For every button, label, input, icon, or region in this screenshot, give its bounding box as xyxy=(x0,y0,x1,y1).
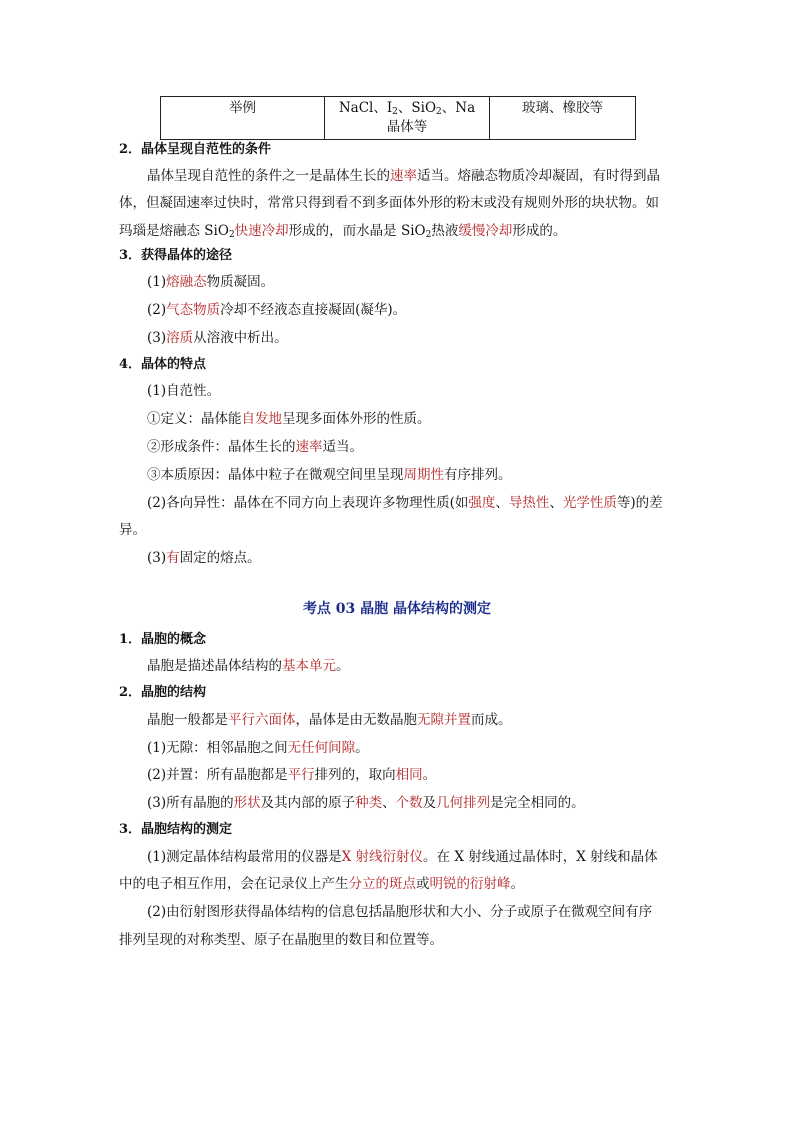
list-item: (2)气态物质冷却不经液态直接凝固(凝华)。 xyxy=(147,302,407,318)
paragraph-line: 体，但凝固速率过快时，常常只得到看不到多面体外形的粉末或没有规则外形的块状物。如 xyxy=(119,195,659,211)
list-item: ①定义：晶体能自发地呈现多面体外形的性质。 xyxy=(147,411,431,427)
paragraph-line: 晶胞是描述晶体结构的基本单元。 xyxy=(147,658,350,674)
table-cell-amorphous: 玻璃、橡胶等 xyxy=(490,97,636,140)
example-table xyxy=(160,96,636,140)
paragraph-line: (1)测定晶体结构最常用的仪器是X 射线衍射仪。在 X 射线通过晶体时，X 射线和晶体 xyxy=(147,849,658,865)
list-item: (2)各向异性：晶体在不同方向上表现许多物理性质(如强度、导热性、光学性质等)的差 xyxy=(147,495,663,511)
paragraph-line: 异。 xyxy=(119,522,146,538)
paragraph-line: 晶体呈现自范性的条件之一是晶体生长的速率适当。熔融态物质冷却凝固，有时得到晶 xyxy=(147,168,660,184)
table-row xyxy=(161,97,636,140)
list-item: (1)熔融态物质凝固。 xyxy=(147,274,275,290)
paragraph-line: 玛瑙是熔融态 SiO$_2$快速冷却形成的，而水晶是 SiO$_2$热液缓慢冷却形成的。 xyxy=(119,223,567,240)
heading-crystal-features: 4．晶体的特点 xyxy=(119,357,207,372)
list-item: (3)所有晶胞的形状及其内部的原子种类、个数及几何排列是完全相同的。 xyxy=(147,795,585,811)
table-cell-label: 举例 xyxy=(161,97,325,140)
list-item: ②形成条件：晶体生长的速率适当。 xyxy=(147,439,363,455)
heading-unit-cell-structure: 2．晶胞的结构 xyxy=(119,685,207,700)
heading-structure-measurement: 3．晶胞结构的测定 xyxy=(119,822,233,837)
list-item: (3)有固定的熔点。 xyxy=(147,550,261,566)
list-item: (1)无隙：相邻晶胞之间无任何间隙。 xyxy=(147,740,369,756)
list-item: (1)自范性。 xyxy=(147,383,221,399)
paragraph-line: 中的电子相互作用，会在记录仪上产生分立的斑点或明锐的衍射峰。 xyxy=(119,876,524,892)
table-cell-crystals: NaCl、$I_2$、SiO$_2$、Na 晶体等 xyxy=(325,97,490,140)
heading-self-shaping-conditions: 2．晶体呈现自范性的条件 xyxy=(119,142,272,157)
paragraph-line: 晶胞一般都是平行六面体，晶体是由无数晶胞无隙并置而成。 xyxy=(147,712,512,728)
heading-ways-to-obtain-crystals: 3．获得晶体的途径 xyxy=(119,248,233,263)
paragraph-line: 排列呈现的对称类型、原子在晶胞里的数目和位置等。 xyxy=(119,932,443,948)
list-item: ③本质原因：晶体中粒子在微观空间里呈现周期性有序排列。 xyxy=(147,467,512,483)
heading-unit-cell-concept: 1．晶胞的概念 xyxy=(119,632,207,647)
paragraph-line: (2)由衍射图形获得晶体结构的信息包括晶胞形状和大小、分子或原子在微观空间有序 xyxy=(147,904,653,920)
list-item: (2)并置：所有晶胞都是平行排列的，取向相同。 xyxy=(147,767,437,783)
list-item: (3)溶质从溶液中析出。 xyxy=(147,330,288,346)
section-title: 考点 03 晶胞 晶体结构的测定 xyxy=(302,601,492,617)
